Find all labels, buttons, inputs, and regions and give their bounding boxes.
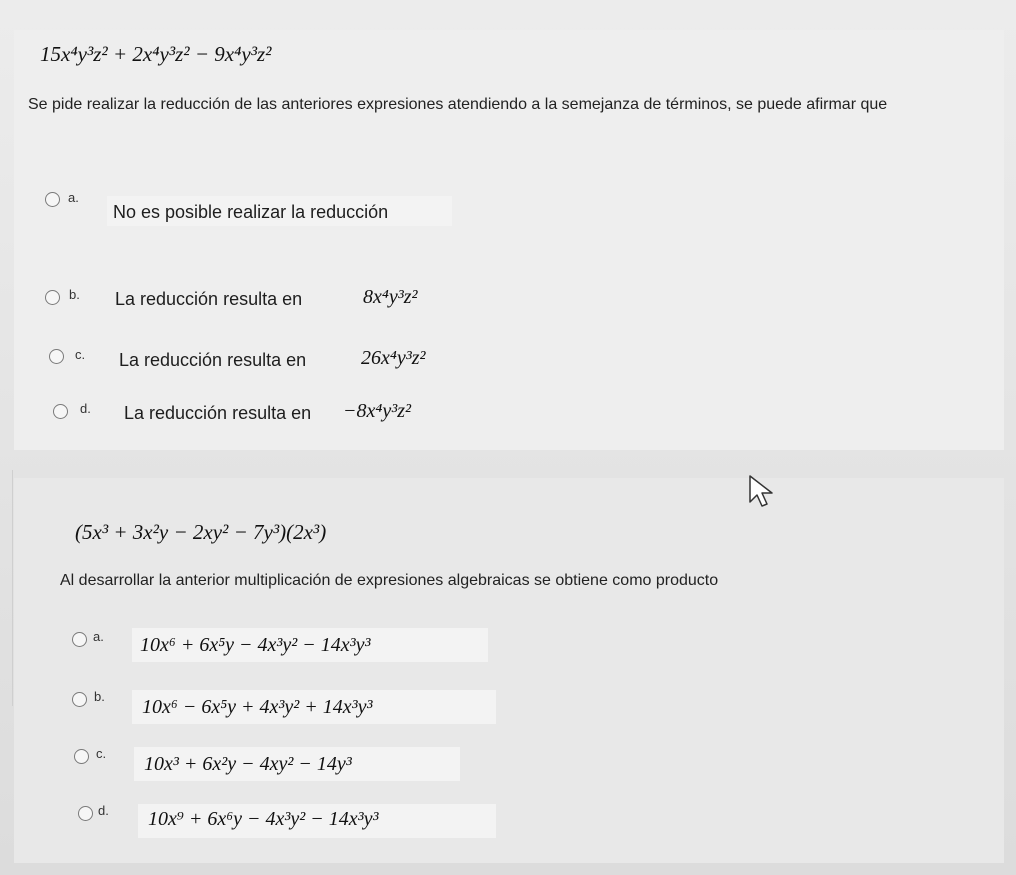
divider — [0, 470, 13, 706]
q1-option-a[interactable] — [45, 188, 465, 222]
question-1-prompt: Se pide realizar la reducción de las anteriores expresiones atendiendo a la semejanza de términos, se puede afirmar que — [28, 96, 888, 113]
mouse-pointer-icon — [748, 474, 782, 515]
q2-option-d[interactable] — [78, 802, 518, 832]
q2-option-b[interactable] — [72, 688, 512, 718]
q1-option-b-text: La reducción resulta en — [115, 289, 303, 309]
q1-option-a-letter: a. — [68, 190, 79, 205]
q1-option-c-text: La reducción resulta en — [119, 350, 307, 370]
q1-radio-b[interactable] — [45, 290, 60, 305]
q1-option-b-letter: b. — [69, 287, 80, 302]
q2-option-c[interactable] — [74, 745, 514, 775]
q2-option-a[interactable] — [72, 628, 512, 658]
q1-option-d-text: La reducción resulta en — [124, 403, 312, 423]
q2-radio-a[interactable] — [72, 632, 87, 647]
q1-option-b-math: 8x⁴y³z² — [363, 286, 418, 308]
q1-radio-d[interactable] — [53, 404, 68, 419]
question-1-expression: 15x⁴y³z² + 2x⁴y³z² − 9x⁴y³z² — [40, 42, 272, 66]
q1-radio-c[interactable] — [49, 349, 64, 364]
q1-option-c[interactable] — [49, 345, 469, 375]
q2-option-c-math: 10x³ + 6x²y − 4xy² − 14y³ — [144, 753, 352, 775]
q1-option-d-letter: d. — [80, 401, 91, 416]
q2-option-d-math: 10x⁹ + 6x⁶y − 4x³y² − 14x³y³ — [148, 808, 379, 830]
q2-option-b-letter: b. — [94, 689, 105, 704]
q2-option-a-math: 10x⁶ + 6x⁵y − 4x³y² − 14x³y³ — [140, 634, 371, 656]
q2-option-b-math: 10x⁶ − 6x⁵y + 4x³y² + 14x³y³ — [142, 696, 373, 718]
q1-radio-a[interactable] — [45, 192, 60, 207]
q1-option-d[interactable] — [53, 400, 473, 430]
q2-radio-c[interactable] — [74, 749, 89, 764]
q2-radio-b[interactable] — [72, 692, 87, 707]
question-2-expression: (5x³ + 3x²y − 2xy² − 7y³)(2x³) — [75, 520, 327, 544]
q2-option-c-letter: c. — [96, 746, 107, 761]
q1-option-a-text: No es posible realizar la reducción — [113, 202, 389, 222]
q1-option-d-math: −8x⁴y³z² — [343, 400, 411, 422]
q1-option-c-letter: c. — [75, 347, 86, 362]
q2-radio-d[interactable] — [78, 806, 93, 821]
q2-option-d-letter: d. — [98, 803, 109, 818]
q1-option-c-math: 26x⁴y³z² — [361, 347, 426, 369]
question-2-prompt: Al desarrollar la anterior multiplicación de expresiones algebraicas se obtiene como producto — [60, 572, 719, 589]
q2-option-a-letter: a. — [93, 629, 104, 644]
question-1-container — [14, 30, 1004, 450]
q1-option-b[interactable] — [45, 285, 465, 315]
